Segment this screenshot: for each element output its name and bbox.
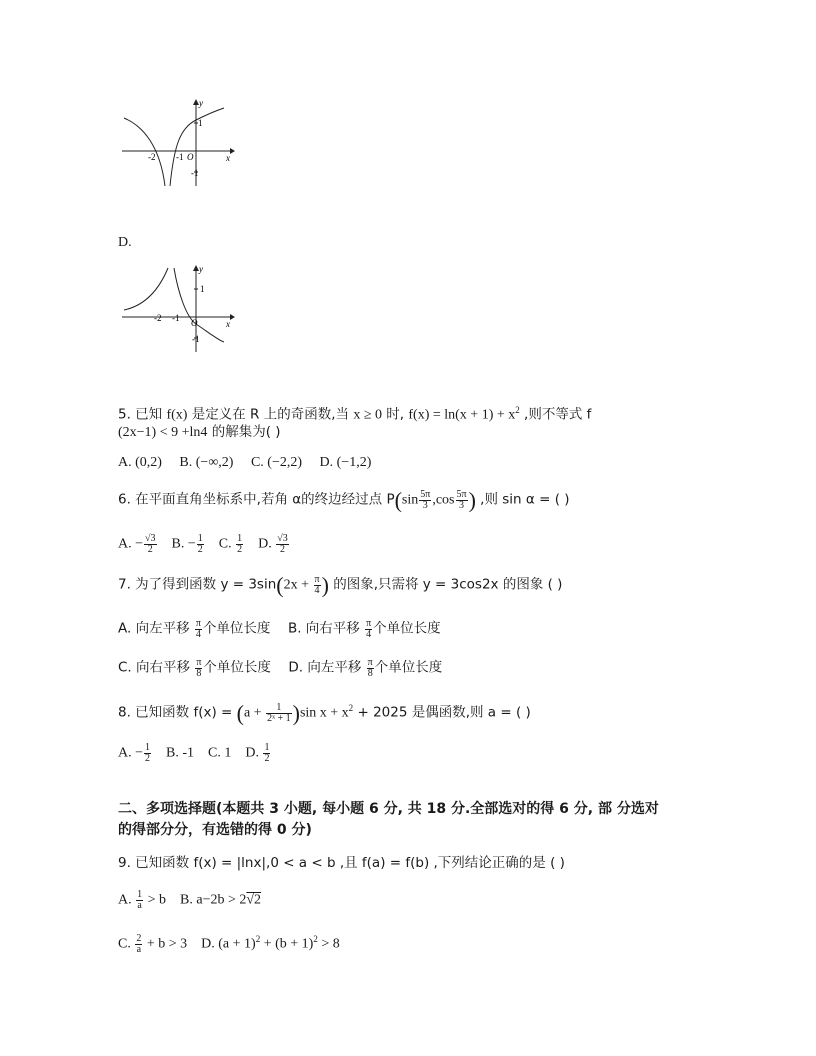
q9-option-a-tail: > b [144, 892, 167, 908]
q6-cos: ,cos [432, 492, 455, 508]
label-tick-y-neg: -1 [192, 334, 200, 344]
q6-option-a: A. − [118, 536, 144, 552]
q7-option-a-tail: 个单位长度 [202, 620, 271, 637]
label-tick-x-b: -1 [172, 313, 180, 323]
q6-stem [118, 487, 570, 513]
q6-frac-cos-num: 5π [456, 489, 467, 500]
q6-option-d-num: √3 [277, 533, 288, 544]
q5-text-tail: 的解集为( ) [207, 424, 281, 440]
q5-formula-sup: 2 [515, 405, 520, 415]
q9-option-b-root: √2 [246, 892, 262, 908]
q6-frac-sin [419, 490, 431, 511]
q6-option-d-frac [276, 534, 289, 555]
section-2-heading-line2: 的得部分分，有选错的得 0 分) [118, 822, 312, 838]
q9-option-d-mid: + (b + 1) [260, 936, 314, 952]
q7-paren-close: ) [321, 572, 329, 598]
q5-fx: f(x) [166, 407, 188, 423]
label-tick-y-pos: 1 [198, 118, 203, 128]
q7-options-cd [118, 658, 442, 679]
q8-paren-close: ) [292, 700, 300, 726]
x-axis-arrow [230, 148, 235, 154]
section-2-heading-line1: 二、多项选择题(本题共 3 小题, 每小题 6 分, 共 18 分.全部选对的得 6 分, 部 分选对 [118, 801, 659, 817]
q7-option-b-den: 4 [366, 629, 372, 640]
q6-frac-cos-den: 3 [459, 500, 465, 511]
q8-options [118, 743, 271, 764]
q6-text-b: ,则 sin α = ( ) [475, 491, 570, 508]
q8-option-b: B. -1 [166, 745, 195, 761]
label-tick-x-a: -2 [154, 313, 162, 323]
q7-option-c-frac [195, 658, 202, 679]
q9-option-a-frac [136, 890, 143, 911]
q8-text-a: 8. 已知函数 f(x) = [118, 704, 237, 721]
label-y: y [199, 98, 203, 108]
x-axis-arrow [230, 314, 235, 320]
q8-option-d-num: 1 [264, 742, 270, 753]
q8-text-c: + 2025 是偶函数,则 a = ( ) [353, 704, 531, 721]
q6-option-c-num: 1 [237, 533, 243, 544]
q7-inner-num: π [314, 574, 320, 585]
q6-sin: sin [401, 492, 419, 508]
curve-right [174, 268, 224, 342]
q5-text-g: ,则不等式 f [519, 406, 592, 423]
q7-option-b-num: π [366, 618, 372, 629]
q7-option-c-den: 8 [196, 668, 202, 679]
q5-text-e: 时, [382, 406, 409, 423]
q9-option-c-den: a [136, 943, 142, 955]
label-tick-x-b: -1 [176, 152, 184, 162]
q6-option-b-frac [197, 534, 204, 555]
q9-option-d-sup2: 2 [313, 934, 318, 944]
q7-option-d: D. 向左平移 [288, 659, 366, 676]
q6-option-b-num: 1 [197, 533, 203, 544]
q7-option-b-tail: 个单位长度 [373, 620, 441, 637]
q8-paren-open: ( [236, 700, 244, 726]
q5-condition: x ≥ 0 [353, 407, 382, 423]
q8-option-a-den: 2 [145, 753, 151, 764]
q7-option-c-tail: 个单位长度 [203, 659, 271, 676]
q5-inequality: (2x−1) < 9 +ln4 [118, 425, 208, 440]
label-tick-x-a: -2 [148, 152, 156, 162]
q7-option-a: A. 向左平移 [118, 620, 194, 637]
q8-text-b: sin x + x [299, 705, 349, 721]
q6-option-a-den: 2 [147, 544, 153, 555]
q7-option-d-frac [367, 658, 374, 679]
q7-stem [118, 572, 563, 598]
q6-frac-cos [456, 490, 468, 511]
q9-options-ab [118, 890, 261, 911]
q7-options-ab [118, 619, 441, 640]
q8-option-d-frac [263, 743, 270, 764]
label-origin: O [191, 318, 198, 328]
q7-option-b-frac [365, 619, 372, 640]
q7-text-a: 7. 为了得到函数 y = 3sin [118, 576, 277, 593]
graph-option-d [118, 262, 238, 354]
label-origin: O [187, 152, 194, 162]
q9-option-b: B. a−2b > 2 [180, 892, 247, 908]
q6-options [118, 534, 290, 555]
q6-option-a-num: √3 [145, 533, 156, 544]
q7-option-d-den: 8 [367, 668, 373, 679]
q9-option-c: C. [118, 936, 135, 952]
q5-line1 [118, 401, 591, 425]
q8-option-d: D. [245, 745, 263, 761]
option-d-label: D. [118, 235, 132, 250]
q6-frac-sin-num: 5π [420, 489, 431, 500]
label-tick-y-pos: 1 [200, 284, 205, 294]
q6-option-b: B. − [171, 536, 196, 552]
q8-option-c: C. 1 [208, 745, 232, 761]
q7-option-a-den: 4 [195, 629, 201, 640]
q6-paren-open: ( [394, 487, 402, 513]
q6-option-d-den: 2 [279, 544, 285, 555]
q8-option-a: A. − [118, 745, 144, 761]
q7-text-b: 的图象,只需将 y = 3cos2x 的图象 ( ) [328, 576, 563, 593]
label-x: x [226, 319, 230, 329]
q8-inner-num: 1 [266, 703, 292, 714]
q5-line2 [118, 423, 281, 442]
q6-paren-close: ) [468, 487, 476, 513]
q8-inner-frac [266, 703, 292, 724]
q6-option-a-frac [144, 534, 157, 555]
q9-options-cd [118, 930, 340, 955]
q6-option-b-den: 2 [197, 544, 203, 555]
q7-option-c: C. 向右平移 [118, 659, 195, 676]
q6-option-c: C. [218, 536, 236, 552]
q9-option-a-den: a [137, 900, 142, 911]
q8-option-a-num: 1 [145, 742, 151, 753]
q7-option-d-tail: 个单位长度 [374, 659, 443, 676]
label-x: x [226, 153, 230, 163]
q7-option-a-num: π [195, 618, 201, 629]
q6-frac-sin-den: 3 [422, 500, 428, 511]
q7-option-a-frac [195, 619, 202, 640]
q5-text-a: 5. 已知 [118, 406, 167, 423]
q9-option-c-num: 2 [136, 932, 142, 944]
q9-option-a: A. [118, 892, 136, 908]
q7-option-b: B. 向右平移 [287, 620, 365, 637]
q8-stem [118, 699, 531, 724]
q7-inner: 2x + [283, 577, 313, 593]
curve-left [124, 118, 165, 186]
q8-inner-den: 2ˣ + 1 [267, 712, 291, 724]
graph-option-c [118, 96, 238, 188]
q8-option-a-frac [144, 743, 151, 764]
q6-text-a: 6. 在平面直角坐标系中,若角 α的终边经过点 P [118, 491, 395, 508]
q5-text-c: 是定义在 R 上的奇函数,当 [187, 406, 354, 423]
curve-left [124, 268, 168, 310]
q7-option-c-num: π [196, 657, 202, 668]
q7-option-d-num: π [367, 657, 373, 668]
q7-paren-open: ( [276, 572, 284, 598]
q5-options: A. (0,2) B. (−∞,2) C. (−2,2) D. (−1,2) [118, 455, 372, 470]
label-y: y [199, 264, 203, 274]
q6-option-c-frac [236, 534, 243, 555]
q7-inner-frac [314, 575, 321, 596]
q9-option-d: D. (a + 1) [201, 936, 256, 952]
q8-sup: 2 [348, 703, 354, 713]
q8-option-d-den: 2 [264, 753, 270, 764]
q6-option-c-den: 2 [237, 544, 243, 555]
q7-inner-den: 4 [314, 585, 320, 596]
q9-option-d-tail: > 8 [317, 936, 340, 952]
q8-inner-a: a + [243, 705, 266, 721]
q9-option-c-frac [135, 934, 142, 955]
q9-option-d-sup1: 2 [255, 934, 261, 944]
q9-option-a-num: 1 [137, 889, 143, 900]
q9-stem: 9. 已知函数 f(x) = |lnx|,0 < a < b ,且 f(a) = f(b) ,下列结论正确的是 ( ) [118, 855, 565, 871]
label-tick-y-neg: -1 [191, 168, 199, 178]
q9-option-c-tail: + b > 3 [143, 936, 188, 952]
q6-option-d: D. [258, 536, 276, 552]
q5-formula: f(x) = ln(x + 1) + x [408, 407, 516, 423]
